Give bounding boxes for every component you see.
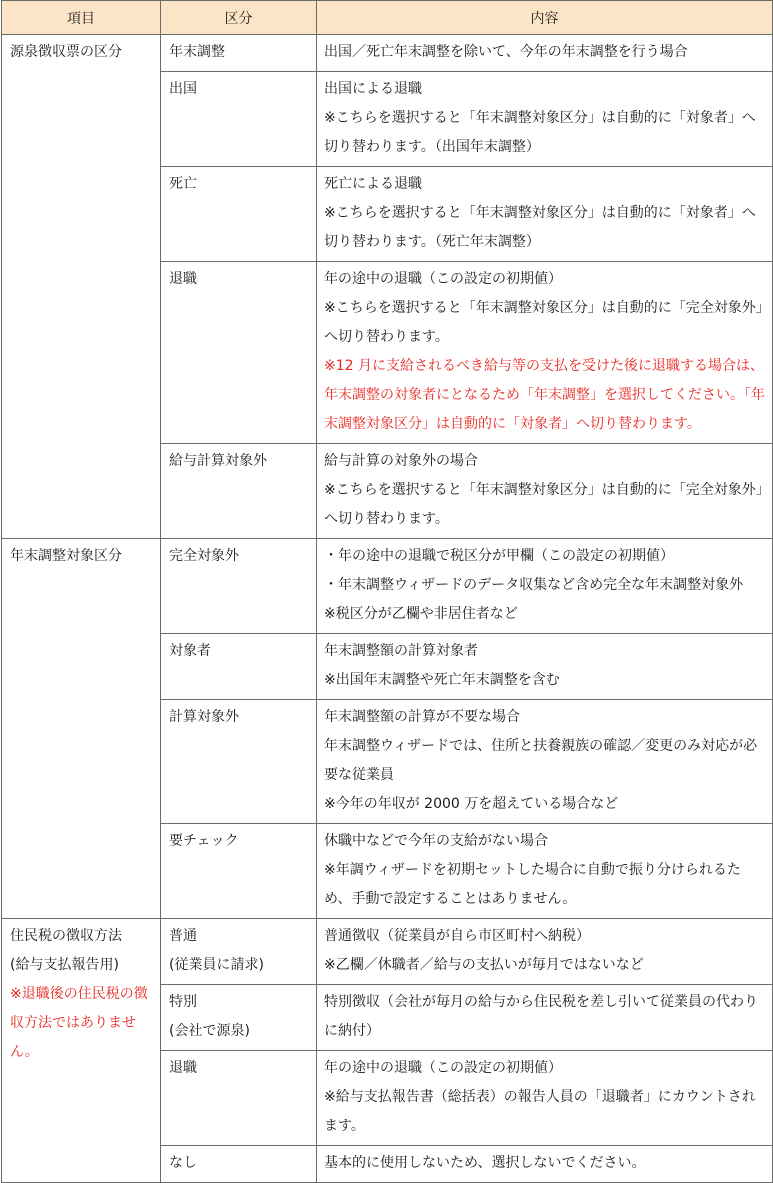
content-text: 出国による退職 (324, 81, 422, 97)
division-cell (161, 824, 317, 919)
content-text: ※年調ウィザードを初期セットした場合に自動で振り分けられるため、手動で設定することはありません。 (324, 862, 741, 907)
content-cell (317, 539, 773, 634)
content-cell (317, 985, 773, 1051)
division-label: 出国 (169, 81, 197, 97)
item-label: 源泉徴収票の区分 (10, 44, 122, 60)
content-text: ※乙欄／休職者／給与の支払いが毎月ではないなど (324, 957, 644, 973)
content-text: ※こちらを選択すると「年末調整対象区分」は自動的に「対象者」へ切り替わります。（死亡年末調整） (324, 205, 756, 250)
content-text: ・年末調整ウィザードのデータ収集など含め完全な年末調整対象外 ※税区分が乙欄や非居住者など (324, 577, 758, 622)
division-label: 退職 (169, 271, 197, 287)
content-text: ※こちらを選択すると「年末調整対象区分」は自動的に「完全対象外」へ切り替わります。 (324, 482, 763, 527)
division-label: 要チェック (169, 833, 239, 849)
table-body (2, 35, 773, 1183)
division-cell (161, 919, 317, 985)
content-warning: ※12 月に支給されるべき給与等の支払を受けた後に退職する場合は、年末調整の対象者にとなるため「年末調整」を選択してください。「年末調整対象区分」は自動的に「対象者」へ切り替わります。 (324, 358, 765, 432)
item-label: 年末調整対象区分 (10, 548, 122, 564)
header-item: 項目 (2, 1, 161, 35)
division-label: 完全対象外 (169, 548, 239, 564)
item-cell (2, 539, 161, 919)
division-cell (161, 167, 317, 262)
division-label: 計算対象外 (169, 709, 239, 725)
content-text: 特別徴収（会社が毎月の給与から住民税を差し引いて従業員の代わりに納付） (324, 994, 758, 1039)
content-cell (317, 72, 773, 167)
division-cell (161, 35, 317, 72)
division-cell (161, 1146, 317, 1183)
content-text: ※今年の年収が 2000 万を超えている場合など (324, 796, 619, 812)
division-cell (161, 539, 317, 634)
item-label: (給与支払報告用) (10, 957, 119, 973)
content-cell (317, 444, 773, 539)
division-cell (161, 262, 317, 444)
content-text: 普通徴収（従業員が自ら市区町村へ納税） (324, 928, 590, 944)
division-label: 死亡 (169, 176, 197, 192)
division-cell (161, 1051, 317, 1146)
content-text: 年の途中の退職（この設定の初期値） (324, 1060, 562, 1076)
content-cell (317, 35, 773, 72)
item-cell (2, 919, 161, 1183)
content-cell (317, 262, 773, 444)
division-cell (161, 634, 317, 700)
content-text: ・年の途中の退職で税区分が甲欄（この設定の初期値） (324, 548, 674, 564)
settings-table (1, 0, 773, 1183)
content-cell (317, 919, 773, 985)
content-cell (317, 700, 773, 824)
content-cell (317, 824, 773, 919)
division-label: なし (169, 1155, 197, 1171)
item-label: 住民税の徴収方法 (10, 928, 122, 944)
division-cell (161, 985, 317, 1051)
division-label: 対象者 (169, 643, 211, 659)
content-text: ※こちらを選択すると「年末調整対象区分」は自動的に「完全対象外」へ切り替わります。 (324, 300, 763, 345)
division-label: (会社で源泉) (169, 1023, 250, 1039)
content-text: 給与計算の対象外の場合 (324, 453, 478, 469)
division-label: 特別 (169, 994, 197, 1010)
division-label: 退職 (169, 1060, 197, 1076)
division-label: 普通 (169, 928, 197, 944)
content-text: ※こちらを選択すると「年末調整対象区分」は自動的に「対象者」へ切り替わります。（出国年末調整） (324, 110, 756, 155)
content-text: 出国／死亡年末調整を除いて、今年の年末調整を行う場合 (324, 44, 688, 60)
content-text: 年末調整額の計算が不要な場合 (324, 709, 520, 725)
division-cell (161, 444, 317, 539)
division-cell (161, 700, 317, 824)
content-text: 年末調整ウィザードでは、住所と扶養親族の確認／変更のみ対応が必要な従業員 (324, 738, 758, 783)
content-text: ※出国年末調整や死亡年末調整を含む (324, 672, 560, 688)
division-cell (161, 72, 317, 167)
division-label: 給与計算対象外 (169, 453, 267, 469)
table-row (2, 539, 773, 634)
item-cell (2, 35, 161, 539)
content-cell (317, 1146, 773, 1183)
header-row (2, 1, 773, 35)
header-content: 内容 (317, 1, 773, 35)
content-text: 基本的に使用しないため、選択しないでください。 (324, 1155, 646, 1171)
content-text: 死亡による退職 (324, 176, 422, 192)
item-note: ※退職後の住民税の徴収方法ではありません。 (10, 986, 148, 1060)
content-cell (317, 167, 773, 262)
division-label: (従業員に請求) (169, 957, 264, 973)
table-row (2, 919, 773, 985)
table-row (2, 35, 773, 72)
content-text: ※給与支払報告書（総括表）の報告人員の「退職者」にカウントされます。 (324, 1089, 756, 1134)
content-text: 年末調整額の計算対象者 (324, 643, 478, 659)
content-text: 休職中などで今年の支給がない場合 (324, 833, 548, 849)
content-cell (317, 634, 773, 700)
header-division: 区分 (161, 1, 317, 35)
content-cell (317, 1051, 773, 1146)
content-text: 年の途中の退職（この設定の初期値） (324, 271, 562, 287)
division-label: 年末調整 (169, 44, 225, 60)
